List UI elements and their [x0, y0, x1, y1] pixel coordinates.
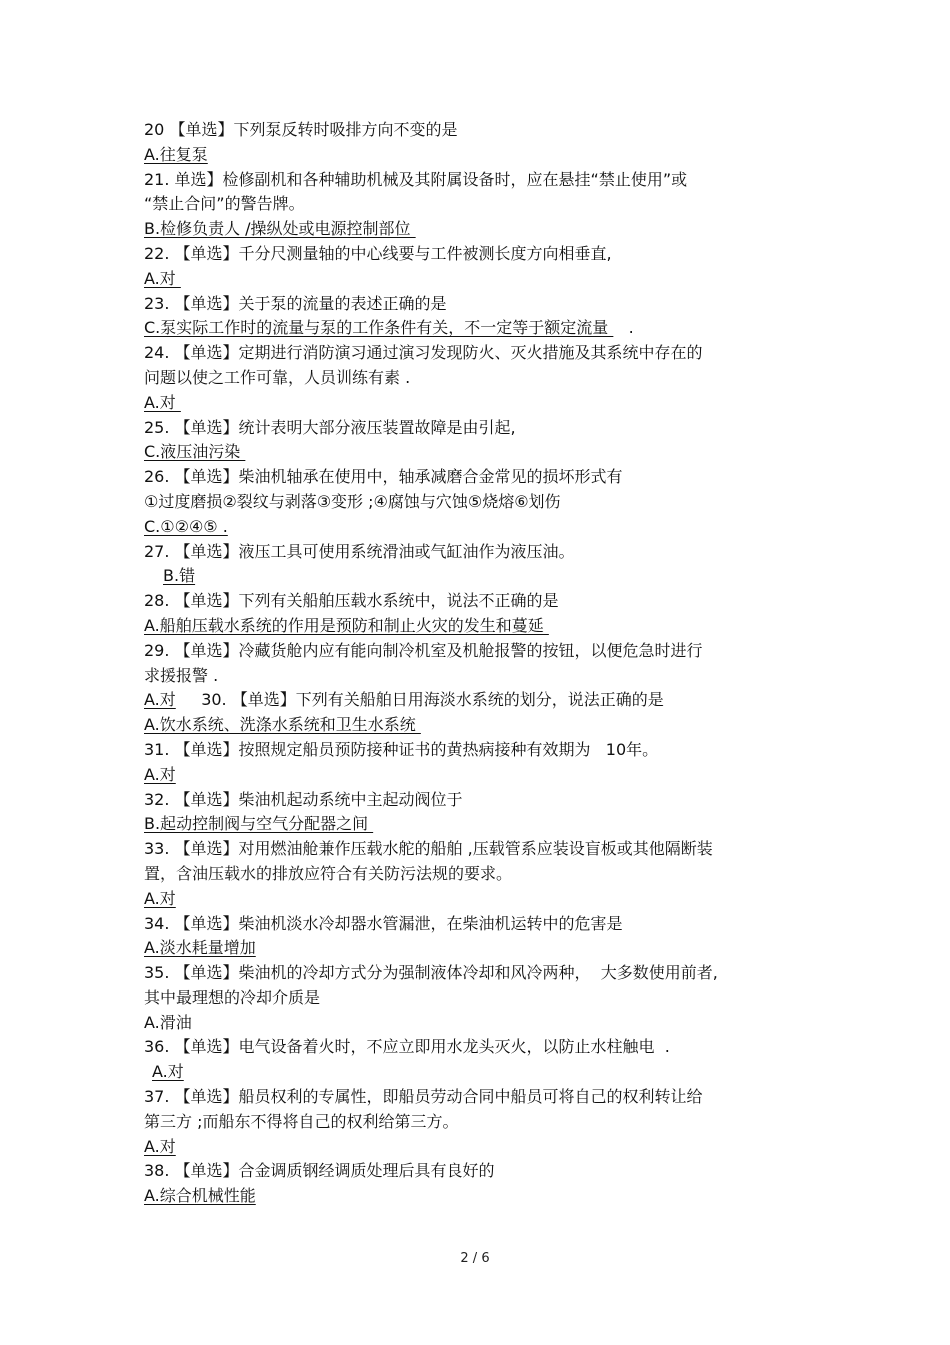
- question-text: 36. 【单选】电气设备着火时，不应立即用水龙头灭火，以防止水柱触电 .: [144, 1037, 670, 1057]
- answer-text: A.对: [144, 392, 181, 412]
- answer-text: A.往复泵: [144, 144, 208, 164]
- answer-text: C.①②④⑤ .: [144, 516, 228, 536]
- answer-line: [144, 515, 824, 540]
- question-line: [144, 1085, 824, 1110]
- question-line: [144, 465, 824, 490]
- answer-text: A.对: [144, 690, 176, 710]
- question-text: 32. 【单选】柴油机起动系统中主起动阀位于: [144, 789, 463, 809]
- question-text: 27. 【单选】液压工具可使用系统滑油或气缸油作为液压油。: [144, 541, 575, 561]
- answer-line: [144, 614, 824, 639]
- question-line: [144, 416, 824, 441]
- question-list: [144, 118, 824, 1209]
- question-line: [144, 1011, 824, 1036]
- answer-text: A.饮水系统、洗涤水系统和卫生水系统: [144, 715, 421, 735]
- answer-text: B.错: [163, 566, 196, 586]
- answer-line: [144, 1184, 824, 1209]
- question-text: 26. 【单选】柴油机轴承在使用中，轴承减磨合金常见的损坏形式有: [144, 467, 623, 487]
- question-line: [144, 1159, 824, 1184]
- question-text: 置，含油压载水的排放应符合有关防污法规的要求。: [144, 863, 513, 883]
- question-text: 28. 【单选】下列有关船舶压载水系统中，说法不正确的是: [144, 591, 559, 611]
- answer-line: [144, 688, 824, 713]
- question-text: 33. 【单选】对用燃油舱兼作压载水舵的船舶 ,压载管系应装设盲板或其他隔断装: [144, 839, 713, 859]
- question-text: 31. 【单选】按照规定船员预防接种证书的黄热病接种有效期为 10年。: [144, 739, 659, 759]
- question-line: [144, 292, 824, 317]
- answer-text: A.对: [144, 268, 181, 288]
- question-line: [144, 664, 824, 689]
- answer-text: A.对: [152, 1062, 184, 1082]
- answer-text: A.对: [144, 888, 176, 908]
- question-line: [144, 788, 824, 813]
- question-line: [144, 366, 824, 391]
- answer-line: [144, 763, 824, 788]
- answer-text: A.对: [144, 764, 176, 784]
- question-text: 20 【单选】下列泵反转时吸排方向不变的是: [144, 120, 458, 139]
- answer-line: [144, 440, 824, 465]
- answer-text: A.船舶压载水系统的作用是预防和制止火灾的发生和蔓延: [144, 615, 549, 635]
- page-number: 2 / 6: [460, 1251, 490, 1266]
- question-line: [144, 862, 824, 887]
- line-tail-text: 30. 【单选】下列有关船舶日用海淡水系统的划分，说法正确的是: [175, 690, 664, 710]
- question-text: 38. 【单选】合金调质钢经调质处理后具有良好的: [144, 1161, 495, 1181]
- answer-text: C.泵实际工作时的流量与泵的工作条件有关，不一定等于额定流量: [144, 318, 614, 338]
- question-line: [144, 1110, 824, 1135]
- question-line: [144, 738, 824, 763]
- question-line: [144, 986, 824, 1011]
- answer-text: C.液压油污染: [144, 442, 246, 462]
- answer-line: [144, 316, 824, 341]
- answer-line: [144, 143, 824, 168]
- question-line: [144, 961, 824, 986]
- question-line: [144, 540, 824, 565]
- question-text: 22. 【单选】千分尺测量轴的中心线要与工件被测长度方向相垂直,: [144, 243, 612, 263]
- question-line: [144, 118, 824, 143]
- answer-text: B.起动控制阀与空气分配器之间: [144, 814, 374, 834]
- answer-text: A.淡水耗量增加: [144, 938, 256, 958]
- question-text: 37. 【单选】船员权利的专属性，即船员劳动合同中船员可将自己的权利转让给: [144, 1087, 703, 1107]
- question-text: 24. 【单选】定期进行消防演习通过演习发现防火、灭火措施及其系统中存在的: [144, 343, 703, 363]
- answer-text: B.检修负责人 /操纵处或电源控制部位: [144, 219, 416, 239]
- answer-line: [144, 1135, 824, 1160]
- question-line: [144, 168, 824, 193]
- question-text: 问题以使之工作可靠，人员训练有素 .: [144, 367, 411, 387]
- question-line: [144, 1035, 824, 1060]
- question-line: [144, 490, 824, 515]
- answer-text: A.综合机械性能: [144, 1186, 256, 1206]
- question-line: [144, 837, 824, 862]
- question-line: [144, 192, 824, 217]
- question-text: 29. 【单选】冷藏货舱内应有能向制冷机室及机舱报警的按钮，以便危急时进行: [144, 640, 703, 660]
- answer-line: [144, 812, 824, 837]
- answer-line: [144, 936, 824, 961]
- answer-line: [144, 713, 824, 738]
- question-text: ①过度磨损②裂纹与剥落③变形 ;④腐蚀与穴蚀⑤烧熔⑥划伤: [144, 491, 561, 511]
- question-text: A.滑油: [144, 1012, 192, 1032]
- question-text: 21. 单选】检修副机和各种辅助机械及其附属设备时，应在悬挂“禁止使用”或: [144, 169, 688, 189]
- answer-line: [144, 217, 824, 242]
- question-text: 35. 【单选】柴油机的冷却方式分为强制液体冷却和风冷两种， 大多数使用前者,: [144, 963, 718, 983]
- question-line: [144, 639, 824, 664]
- question-line: [144, 589, 824, 614]
- question-text: 34. 【单选】柴油机淡水冷却器水管漏泄，在柴油机运转中的危害是: [144, 913, 623, 933]
- question-line: [144, 341, 824, 366]
- answer-line: [144, 391, 824, 416]
- question-text: 25. 【单选】统计表明大部分液压装置故障是由引起,: [144, 417, 516, 437]
- answer-line: [144, 887, 824, 912]
- question-line: [144, 912, 824, 937]
- question-text: 23. 【单选】关于泵的流量的表述正确的是: [144, 293, 447, 313]
- answer-text: A.对: [144, 1136, 176, 1156]
- question-text: “禁止合问”的警告牌。: [144, 194, 305, 214]
- question-line: [144, 242, 824, 267]
- answer-line: [144, 564, 824, 589]
- question-text: 求援报警 .: [144, 665, 219, 685]
- answer-line: [144, 1060, 824, 1085]
- line-tail-text: .: [613, 318, 634, 338]
- question-text: 其中最理想的冷却介质是: [144, 987, 321, 1007]
- question-text: 第三方 ;而船东不得将自己的权利给第三方。: [144, 1111, 459, 1131]
- answer-line: [144, 267, 824, 292]
